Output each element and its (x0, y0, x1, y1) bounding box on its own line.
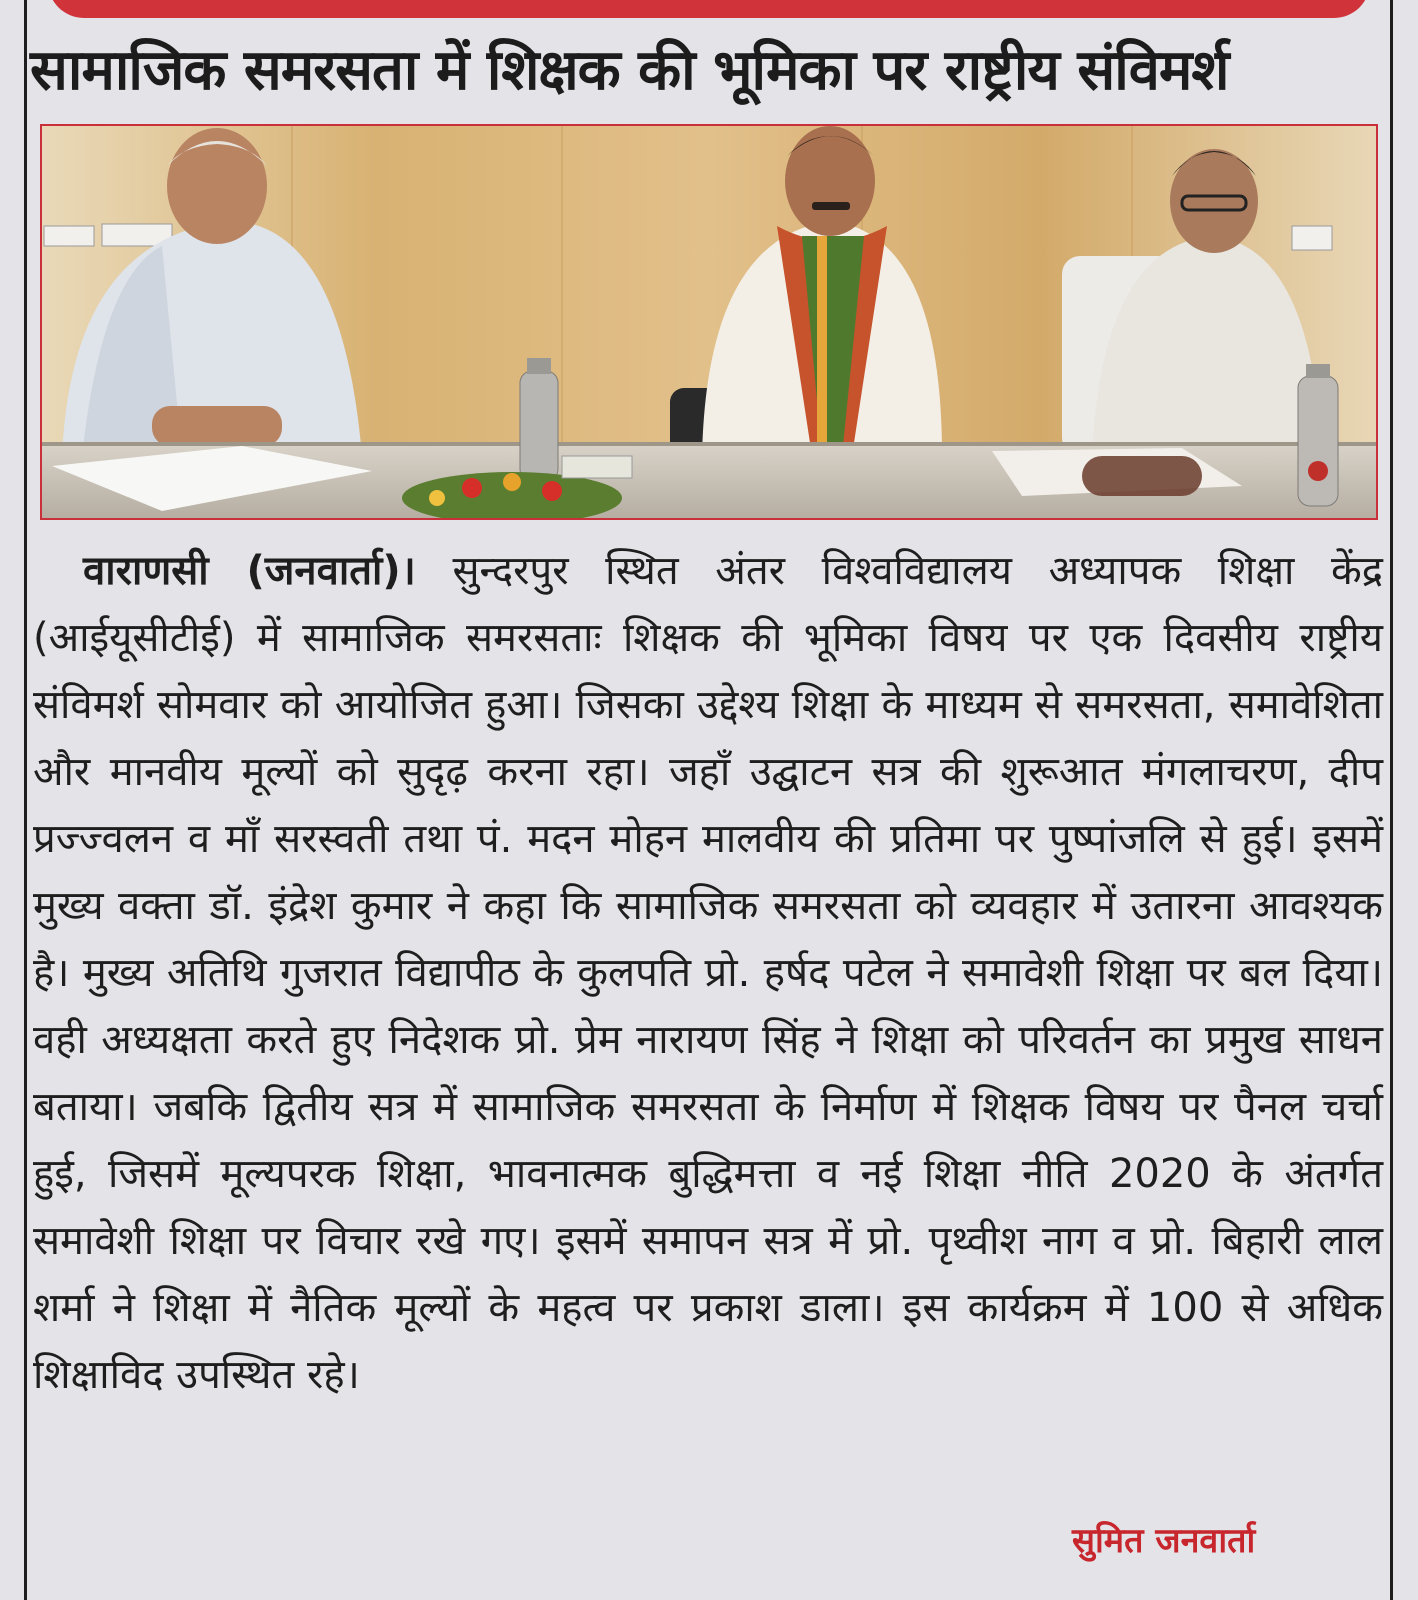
article-body (33, 538, 1383, 1409)
bottle-left (520, 371, 558, 481)
bottle-right (1298, 376, 1338, 506)
headline: सामाजिक समरसता में शिक्षक की भूमिका पर राष्ट्रीय संविमर्श (30, 38, 1229, 103)
news-photo-illustration (42, 126, 1376, 518)
switchboard-left (44, 226, 94, 246)
dateline: वाराणसी (जनवार्ता)। (83, 548, 416, 594)
leather-folder (1082, 456, 1202, 496)
news-photo (40, 124, 1378, 520)
byline: सुमित जनवार्ता (1072, 1521, 1256, 1561)
switchboard-right (1292, 226, 1332, 250)
name-plate (562, 456, 632, 478)
red-header-band (48, 0, 1370, 18)
article-text: सुन्दरपुर स्थित अंतर विश्वविद्यालय अध्यापक शिक्षा केंद्र (आईयूसीटीई) में सामाजिक समरसताः शिक्षक की भूमिका विषय पर एक दिवसीय राष्ट्रीय संविमर्श सोमवार को आयोजित हुआ। जिसका उद्देश्य शिक्षा के माध्यम से समरसता, समावेशिता और मानवीय मूल्यों को सुदृढ़ करना रहा। जहाँ उद्घाटन सत्र की शुरूआत मंगलाचरण, दीप प्रज्ज्वलन व माँ सरस्वती तथा पं. मदन मोहन मालवीय की प्रतिमा पर पुष्पांजलि से हुई। इसमें मुख्य वक्ता डॉ. इंद्रेश कुमार ने कहा कि सामाजिक समरसता को व्यवहार में उतारना आवश्यक है। मुख्य अतिथि गुजरात विद्यापीठ के कुलपति प्रो. हर्षद पटेल ने समावेशी शिक्षा पर बल दिया। वही अध्यक्षता करते हुए निदेशक प्रो. प्रेम नारायण सिंह ने शिक्षा को परिवर्तन का प्रमुख साधन बताया। जबकि द्वितीय सत्र में सामाजिक समरसता के निर्माण में शिक्षक विषय पर पैनल चर्चा हुई, जिसमें मूल्यपरक शिक्षा, भावनात्मक बुद्धिमत्ता व नई शिक्षा नीति 2020 के अंतर्गत समावेशी शिक्षा पर विचार रखे गए। इसमें समापन सत्र में प्रो. पृथ्वीश नाग व प्रो. बिहारी लाल शर्मा ने शिक्षा में नैतिक मूल्यों के महत्व पर प्रकाश डाला। इस कार्यक्रम में 100 से अधिक शिक्षाविद उपस्थित रहे। (33, 548, 1383, 1398)
left-border-rule (24, 0, 27, 1600)
right-border-rule (1390, 0, 1393, 1600)
